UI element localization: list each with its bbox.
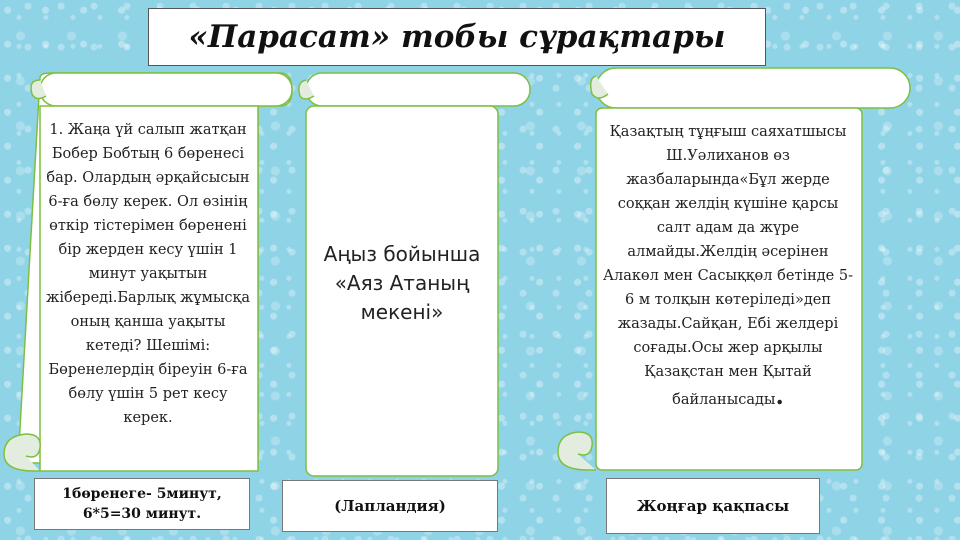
page-title: «Парасат» тобы сұрақтары (148, 8, 766, 66)
question-text-3 (600, 120, 856, 412)
answer-box-2: (Лапландия) (282, 480, 498, 532)
answer-1-line1: 1бөренеге- 5минут, (62, 486, 222, 502)
question-text-1: 1. Жаңа үй салып жатқан Бобер Бобтың 6 бөренесі бар. Олардың әрқайсысын 6-ға бөлу керек. Ол өзінің өткір тістерімен бөренені бір жерден кесу үшін 1 минут уақытын жібереді.Барлық жұмысқа оның қанша уақыты кетеді? Шешімі: Бөренелердің біреуін 6-ға бөлу үшін 5 рет кесу керек. (46, 122, 250, 426)
question-text-3-body: Қазақтың тұңғыш саяхатшысы Ш.Уәлиханов өз жазбаларында«Бұл жерде соққан желдің күшіне қарсы салт адам да жүре алмайды.Желдің әсерінен Алакөл мен Сасыққөл бетінде 5-6 м толқын көтеріледі»деп жазады.Сайқан, Ебі желдері соғады.Осы жер арқылы Қазақстан мен Қытай байланысады (603, 124, 853, 408)
answer-box-3: Жоңғар қақпасы (606, 478, 820, 534)
question-scroll-1 (0, 68, 300, 478)
answer-box-1 (34, 478, 250, 530)
question-text-2: Аңыз бойынша «Аяз Атаның мекені» (323, 242, 481, 324)
question-scroll-2 (296, 68, 536, 483)
answer-1-line2: 6*5=30 минут. (82, 506, 202, 522)
question-text-3-end: . (775, 381, 784, 410)
question-scroll-3 (548, 64, 918, 474)
